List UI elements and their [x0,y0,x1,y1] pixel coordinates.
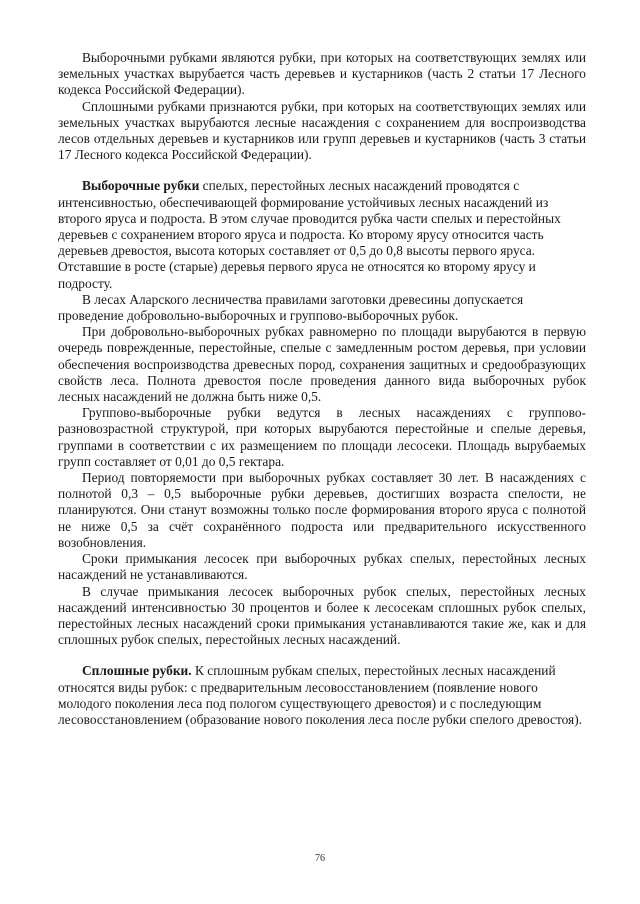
paragraph-repeat-period: Период повторяемости при выборочных рубках составляет 30 лет. В насаждениях с полнотой 0,3 – 0,5 выборочные рубки деревьев, достигших возраста спелости, не планируются. Они станут возможны только после формирования второго яруса с полнотой не ниже 0,5 за счёт сохранённого подроста или предварительного искусственного возобновления. [58,470,586,550]
document-page [58,50,586,728]
paragraph-selective-cuttings [58,178,586,291]
paragraph-clearcuttings [58,663,586,728]
section-gap [58,163,586,178]
paragraph-adjacency-intensity: В случае примыкания лесосек выборочных рубок спелых, перестойных лесных насаждений интенсивностью 30 процентов и более к лесосекам сплошных рубок спелых, перестойных лесных насаждений сроки примыкания устанавливаются такие же, как и для сплошных рубок спелых, перестойных лесных насаждений. [58,583,586,648]
paragraph-alar-forestry: В лесах Аларского лесничества правилами заготовки древесины допускается проведение добровольно-выборочных и группово-выборочных рубок. [58,291,524,324]
page-number: 76 [315,853,325,864]
paragraph-selective-cuttings-text: спелых, перестойных лесных насаждений проводятся с интенсивностью, обеспечивающей формирование устойчивых лесных насаждений из второго яруса и подроста. В этом случае проводится рубка части спелых и перестойных деревьев с сохранением второго яруса и подроста. Ко второму ярусу относится часть деревьев древостоя, высота которых составляет от 0,5 до 0,8 высоты первого яруса. Отставшие в росте (старые) деревья первого яруса не относятся ко второму ярусу и подросту. [58,178,561,291]
heading-clearcuttings: Сплошные рубки. [82,663,192,679]
heading-selective-cuttings: Выборочные рубки [82,178,200,194]
paragraph-adjacency-terms: Сроки примыкания лесосек при выборочных рубках спелых, перестойных лесных насаждений не устанавливаются. [58,551,586,583]
paragraph-selective-definition: Выборочными рубками являются рубки, при которых на соответствующих землях или земельных участках вырубается часть деревьев и кустарников (часть 2 статьи 17 Лесного кодекса Российской Федерации). [58,50,586,98]
paragraph-clearcuttings-text: К сплошным рубкам спелых, перестойных лесных насаждений относятся виды рубок: с предварительным лесовосстановлением (появление нового молодого поколения леса под пологом существующего древостоя) и с последующим лесовосстановлением (образование нового поколения леса после рубки спелого древостоя). [58,663,583,727]
paragraph-clearcut-definition: Сплошными рубками признаются рубки, при которых на соответствующих землях или земельных участках вырубаются лесные насаждения с сохранением для воспроизводства лесов отдельных деревьев и кустарников или групп деревьев и кустарников (часть 3 статьи 17 Лесного кодекса Российской Федерации). [58,98,586,163]
paragraph-group-selective: Группово-выборочные рубки ведутся в лесных насаждениях с группово-разновозрастной структурой, при которых вырубаются перестойные и спелые деревья, группами в соответствии с их размещением по площади лесосеки. Площадь вырубаемых групп составляет от 0,01 до 0,5 гектара. [58,405,586,469]
section-gap [58,648,586,663]
paragraph-voluntary-selective: При добровольно-выборочных рубках равномерно по площади вырубаются в первую очередь поврежденные, перестойные, спелые с замедленным ростом деревья, при условии обеспечения воспроизводства древесных пород, сохранения защитных и средообразующих свойств леса. Полнота древостоя после проведения данного вида выборочных рубок лесных насаждений не должна быть ниже 0,5. [58,324,586,405]
